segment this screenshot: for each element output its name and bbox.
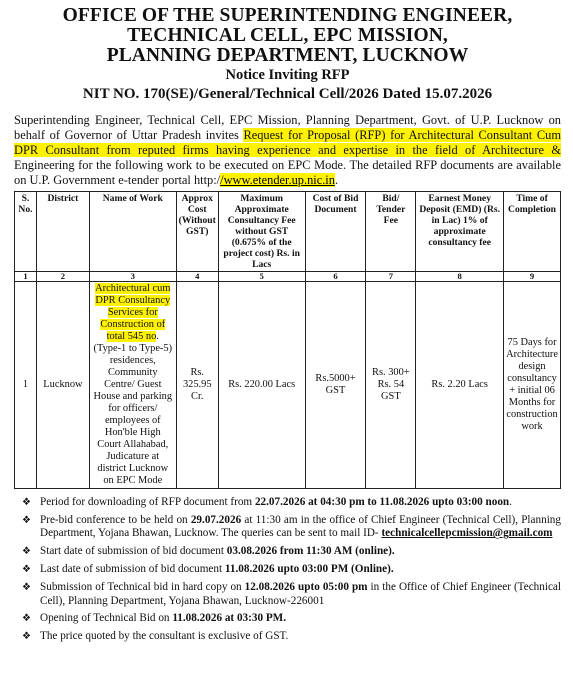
item-date: 12.08.2026 upto 05:00 pm bbox=[244, 581, 368, 594]
table-header-row bbox=[15, 192, 561, 272]
header-sno: S. No. bbox=[15, 192, 37, 272]
diamond-bullet-icon: ❖ bbox=[22, 613, 31, 625]
header-approx-cost: Approx Cost (Without GST) bbox=[176, 192, 218, 272]
work-description: . (Type-1 to Type-5) residences, Community Centre/ Guest House and parking for officers/ employees of Hon'ble High Court Allahabad, Judicature at district Lucknow on EPC Mode bbox=[93, 331, 173, 486]
table-number-row bbox=[15, 272, 561, 282]
col-number: 1 bbox=[15, 272, 37, 282]
list-item bbox=[14, 545, 561, 559]
item-date: 11.08.2026 at 03:30 PM. bbox=[172, 612, 287, 625]
item-date: 29.07.2026 bbox=[190, 513, 242, 526]
nit-number: NIT NO. 170(SE)/General/Technical Cell/2026 Dated 15.07.2026 bbox=[82, 86, 493, 102]
item-text: Submission of Technical bid in hard copy on bbox=[40, 581, 245, 594]
etender-link[interactable]: /www.etender.up.nic.in bbox=[220, 173, 335, 187]
list-item bbox=[14, 630, 561, 644]
col-number: 5 bbox=[218, 272, 305, 282]
list-item bbox=[14, 496, 561, 510]
col-number: 6 bbox=[305, 272, 366, 282]
intro-text-2: Engineering for the following work to be executed on EPC Mode. The detailed RFP documents are available on U.P. Government e-tender portal http:/ bbox=[14, 158, 561, 187]
notice-subtitle: Notice Inviting RFP bbox=[225, 67, 350, 83]
col-number: 9 bbox=[504, 272, 561, 282]
work-details-table bbox=[14, 191, 561, 489]
cell-work bbox=[89, 282, 176, 489]
cell-emd: Rs. 2.20 Lacs bbox=[416, 282, 504, 489]
list-item bbox=[14, 612, 561, 626]
office-title-line1: OFFICE OF THE SUPERINTENDING ENGINEER, bbox=[62, 5, 513, 26]
list-item bbox=[14, 581, 561, 608]
list-item bbox=[14, 563, 561, 577]
intro-paragraph bbox=[14, 113, 561, 188]
header-district: District bbox=[36, 192, 89, 272]
cell-bid-doc-cost: Rs.5000+ GST bbox=[305, 282, 366, 489]
email-link[interactable]: technicalcellepcmission@gmail.com bbox=[381, 527, 553, 540]
col-number: 3 bbox=[89, 272, 176, 282]
item-date: 03.08.2026 from 11:30 AM (online). bbox=[226, 545, 395, 558]
cell-district: Lucknow bbox=[36, 282, 89, 489]
item-text: Period for downloading of RFP document from bbox=[40, 496, 255, 508]
notice-header bbox=[14, 6, 561, 104]
office-title-line2: TECHNICAL CELL, EPC MISSION, bbox=[127, 25, 448, 46]
intro-text-3: . bbox=[334, 173, 339, 187]
cell-tender-fee: Rs. 300+ Rs. 54 GST bbox=[366, 282, 416, 489]
intro-highlight: Request for Proposal (RFP) for Architectural Consultant Cum DPR Consultant from reputed firms having experience and expertise in the field of Architecture & bbox=[14, 128, 561, 157]
header-completion: Time of Completion bbox=[504, 192, 561, 272]
diamond-bullet-icon: ❖ bbox=[22, 582, 31, 594]
intro-text-1: Superintending Engineer, Technical Cell, EPC Mission, Planning Department, Govt. of U.P. Lucknow on behalf of Governor of Uttar Pradesh invites bbox=[14, 113, 561, 142]
header-max-fee: Maximum Approximate Consultancy Fee without GST (0.675% of the project cost) Rs. in Lacs bbox=[218, 192, 305, 272]
header-tender-fee: Bid/ Tender Fee bbox=[366, 192, 416, 272]
header-emd: Earnest Money Deposit (EMD) (Rs. in Lac) 1% of approximate consultancy fee bbox=[416, 192, 504, 272]
item-text: Start date of submission of bid document bbox=[40, 545, 227, 558]
diamond-bullet-icon: ❖ bbox=[22, 631, 31, 643]
col-number: 4 bbox=[176, 272, 218, 282]
item-text: in the Office of Chief Engineer (Technical Cell), Planning Department, Yojana Bhawan, Lucknow-226001 bbox=[40, 581, 562, 607]
diamond-bullet-icon: ❖ bbox=[22, 564, 31, 576]
item-text: . bbox=[509, 496, 512, 508]
col-number: 2 bbox=[36, 272, 89, 282]
item-text: at 11:30 am in the office of Chief Engineer (Technical Cell), Planning Department, Yojana Bhawan, Lucknow. The queries can be sent to mail ID- bbox=[40, 513, 561, 540]
col-number: 7 bbox=[366, 272, 416, 282]
office-title-line3: PLANNING DEPARTMENT, LUCKNOW bbox=[106, 45, 469, 66]
item-text: The price quoted by the consultant is exclusive of GST. bbox=[40, 630, 289, 643]
cell-max-fee: Rs. 220.00 Lacs bbox=[218, 282, 305, 489]
list-item bbox=[14, 514, 561, 541]
item-text: Last date of submission of bid document bbox=[40, 563, 225, 576]
cell-completion: 75 Days for Architecture design consultancy + initial 06 Months for construction work bbox=[504, 282, 561, 489]
item-text: Opening of Technical Bid on bbox=[40, 612, 173, 625]
item-date: 11.08.2026 upto 03:00 PM (Online). bbox=[224, 563, 394, 576]
cell-sno: 1 bbox=[15, 282, 37, 489]
work-highlight: Architectural cum DPR Consultancy Services for Construction of total 545 no bbox=[95, 283, 171, 342]
diamond-bullet-icon: ❖ bbox=[22, 497, 31, 508]
header-work: Name of Work bbox=[89, 192, 176, 272]
diamond-bullet-icon: ❖ bbox=[22, 514, 31, 526]
cell-approx-cost: Rs. 325.95 Cr. bbox=[176, 282, 218, 489]
table-row bbox=[15, 282, 561, 489]
diamond-bullet-icon: ❖ bbox=[22, 546, 31, 558]
item-date: 22.07.2026 at 04:30 pm to 11.08.2026 upto 03:00 noon bbox=[254, 496, 510, 508]
item-text: Pre-bid conference to be held on bbox=[40, 513, 191, 526]
col-number: 8 bbox=[416, 272, 504, 282]
schedule-list bbox=[14, 496, 561, 644]
header-bid-doc-cost: Cost of Bid Document bbox=[305, 192, 366, 272]
